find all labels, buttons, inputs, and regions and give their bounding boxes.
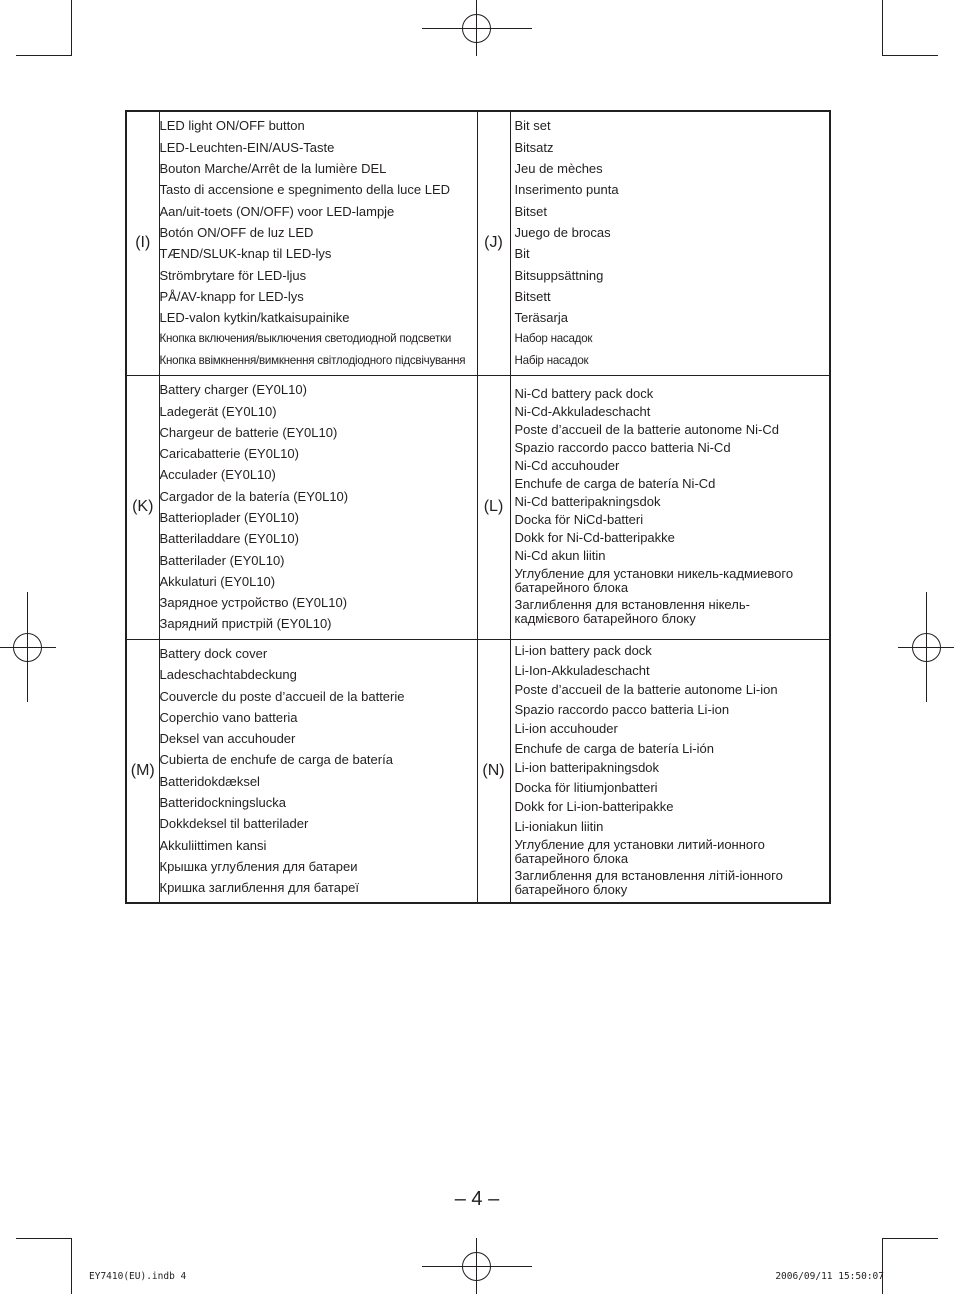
part-names-cell	[510, 111, 830, 375]
part-name: Spazio raccordo pacco batteria Li-ion	[514, 701, 730, 717]
table-row	[126, 111, 830, 375]
part-name: Akkulaturi (EY0L10)	[159, 573, 276, 589]
part-name: Ni-Cd batteripakningsdok	[514, 494, 661, 510]
part-name: Jeu de mèches	[514, 161, 603, 177]
part-names-cell	[159, 375, 477, 639]
part-name: LED-Leuchten-EIN/AUS-Taste	[159, 139, 335, 155]
part-name: Spazio raccordo pacco batteria Ni-Cd	[514, 439, 731, 455]
part-name: Coperchio vano batteria	[159, 709, 298, 725]
part-name: Poste d’accueil de la batterie autonome Ni-Cd	[514, 421, 779, 437]
registration-mark	[462, 1252, 491, 1281]
part-name: Docka för NiCd-batteri	[514, 512, 644, 528]
part-name: Dokk for Ni-Cd-batteripakke	[514, 530, 675, 546]
part-names-cell	[510, 639, 830, 903]
part-name: Docka för litiumjonbatteri	[514, 779, 658, 795]
part-name: Enchufe de carga de batería Ni-Cd	[514, 476, 716, 491]
registration-mark	[13, 633, 42, 662]
part-name: Caricabatterie (EY0L10)	[159, 446, 299, 462]
crop-mark	[882, 55, 938, 56]
part-name: Заглиблення для встановлення нікель-кадмієвого батарейного блоку	[514, 597, 750, 627]
part-label: (N)	[477, 639, 510, 903]
part-name: Cargador de la batería (EY0L10)	[159, 488, 349, 504]
table-row	[126, 639, 830, 903]
part-name: Крышка углубления для батареи	[159, 858, 358, 874]
part-name: PÅ/AV-knapp for LED-lys	[159, 288, 304, 304]
crop-mark	[882, 1238, 883, 1294]
footer-timestamp: 2006/09/11 15:50:07	[775, 1271, 884, 1282]
part-name: Углубление для установки никель-кадмиевого батарейного блока	[514, 566, 794, 596]
part-name: Ni-Cd accuhouder	[514, 457, 620, 473]
table-row	[126, 375, 830, 639]
part-name: Набор насадок	[514, 332, 593, 346]
part-name: Кнопка включения/выключения светодиодной подсветки	[159, 332, 452, 346]
part-name: Couvercle du poste d’accueil de la batterie	[159, 688, 405, 704]
part-name: Cubierta de enchufe de carga de batería	[159, 752, 393, 768]
crop-mark	[882, 1238, 938, 1239]
crop-mark	[16, 55, 72, 56]
part-name: Заглиблення для встановлення літій-іонного батарейного блоку	[514, 868, 783, 898]
part-name: Ni-Cd battery pack dock	[514, 385, 654, 401]
part-name: Battery dock cover	[159, 645, 268, 661]
part-name: LED light ON/OFF button	[159, 118, 305, 134]
part-label: (M)	[126, 639, 159, 903]
footer-file: EY7410(EU).indb 4	[89, 1271, 187, 1282]
part-names-cell	[510, 375, 830, 639]
registration-mark	[912, 633, 941, 662]
part-name: Batterilader (EY0L10)	[159, 552, 285, 568]
part-name: Batteriladdare (EY0L10)	[159, 531, 299, 547]
part-name: Li-ion accuhouder	[514, 721, 618, 737]
part-name: Ladegerät (EY0L10)	[159, 403, 277, 419]
part-label: (K)	[126, 375, 159, 639]
part-name: Bitsuppsättning	[514, 267, 604, 283]
part-name: Botón ON/OFF de luz LED	[159, 224, 314, 240]
part-name: Li-ion batteripakningsdok	[514, 760, 660, 776]
part-name: Bit set	[514, 118, 551, 134]
part-name: Juego de brocas	[514, 224, 611, 240]
part-names-cell	[159, 111, 477, 375]
part-name: Chargeur de batterie (EY0L10)	[159, 424, 338, 440]
part-name: Зарядний пристрій (EY0L10)	[159, 616, 332, 632]
part-name: Углубление для установки литий-ионного батарейного блока	[514, 837, 765, 867]
part-name: TÆND/SLUK-knap til LED-lys	[159, 246, 332, 262]
part-name: Poste d’accueil de la batterie autonome Li-ion	[514, 682, 778, 698]
part-name: Battery charger (EY0L10)	[159, 382, 307, 398]
part-label: (J)	[477, 111, 510, 375]
part-name: Batteridockningslucka	[159, 795, 286, 811]
part-name: Deksel van accuhouder	[159, 731, 296, 747]
part-name: Li-ion battery pack dock	[514, 643, 652, 659]
part-name: Teräsarja	[514, 310, 568, 326]
part-name: Tasto di accensione e spegnimento della luce LED	[159, 182, 451, 198]
part-name: Aan/uit-toets (ON/OFF) voor LED-lampje	[159, 203, 395, 219]
registration-mark	[462, 14, 491, 43]
crop-mark	[882, 0, 883, 56]
part-name: Enchufe de carga de batería Li-ión	[514, 740, 714, 756]
part-name: Batterioplader (EY0L10)	[159, 510, 299, 525]
part-name: Strömbrytare för LED-ljus	[159, 267, 307, 283]
part-name: Dokk for Li-ion-batteripakke	[514, 799, 674, 815]
part-name: LED-valon kytkin/katkaisupainike	[159, 310, 350, 326]
part-name: Набір насадок	[514, 353, 589, 367]
part-name: Batteridokdæksel	[159, 773, 260, 789]
part-name: Bit	[514, 246, 530, 262]
part-name: Dokkdeksel til batterilader	[159, 816, 309, 832]
part-name: Li-ioniakun liitin	[514, 818, 604, 834]
part-name: Bitsett	[514, 288, 551, 304]
crop-mark	[16, 1238, 72, 1239]
part-names-cell	[159, 639, 477, 903]
part-name: Bitsatz	[514, 139, 554, 155]
part-label: (I)	[126, 111, 159, 375]
part-name: Ladeschachtabdeckung	[159, 667, 297, 683]
part-name: Inserimento punta	[514, 182, 619, 198]
part-name: Кришка заглиблення для батареї	[159, 880, 360, 896]
part-name: Ni-Cd-Akkuladeschacht	[514, 403, 651, 419]
part-name: Li-Ion-Akkuladeschacht	[514, 662, 650, 678]
page-number: – 4 –	[454, 1188, 500, 1210]
part-name: Ni-Cd akun liitin	[514, 548, 606, 564]
crop-mark	[71, 1238, 72, 1294]
part-name: Bitset	[514, 203, 548, 219]
part-name: Зарядное устройство (EY0L10)	[159, 595, 348, 611]
parts-table	[125, 110, 831, 904]
part-name: Acculader (EY0L10)	[159, 467, 276, 483]
part-label: (L)	[477, 375, 510, 639]
crop-mark	[71, 0, 72, 56]
part-name: Akkuliittimen kansi	[159, 837, 267, 853]
part-name: Bouton Marche/Arrêt de la lumière DEL	[159, 161, 387, 177]
part-name: Кнопка ввімкнення/вимкнення світлодіодного підсвічування	[159, 353, 466, 367]
